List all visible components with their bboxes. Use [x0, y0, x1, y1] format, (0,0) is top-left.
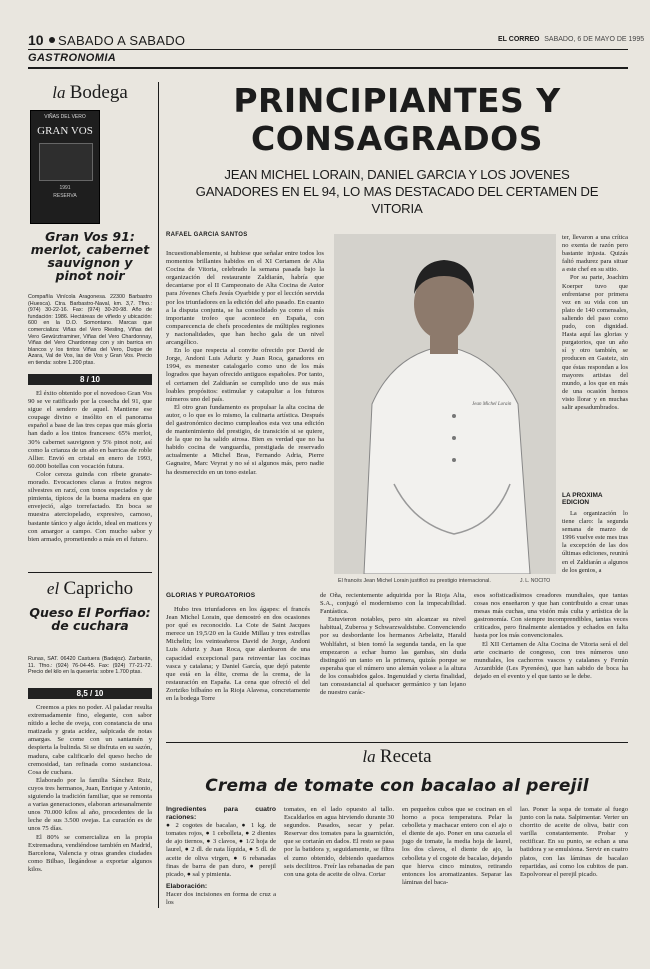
header-rule [28, 49, 628, 50]
bodega-title: la Bodega [52, 82, 128, 103]
article-column-1 [166, 250, 324, 477]
receta-column-1 [166, 806, 276, 907]
article-column-3 [320, 592, 466, 697]
newspaper-name [498, 35, 644, 43]
article-paragraph: La organización lo tiene claro: la segunda semana de marzo de 1996 vuelve este mes tras la excepción de las dos últimas ediciones, reunirá en el Zaldiarán a algunos de los genios, a [562, 510, 628, 574]
capricho-score: 8,5 / 10 [28, 688, 152, 699]
article-paragraph: ter, llevaron a una crítica no exenta de razón pero bastante injusta. Quizás faltó madurez para situar a este chef en su sitio. [562, 234, 628, 274]
wine-label-image [30, 110, 100, 224]
wine-label-type: RESERVA [53, 193, 77, 199]
receta-column-3 [402, 806, 512, 887]
receta-paragraph: lao. Poner la sopa de tomate al fuego junto con la nata. Salpimentar. Verter un chorrito de aceite de oliva, batir con varilla constantemente. Probar y rectificar. En su punto, se echan a una batidora y se emulsiona. Servir en cuatro platos, con las láminas de bacalao repartidas, así como los cubitos de pan. Espolvorear el perejil picado. [520, 806, 628, 878]
receta-paragraph: tomates, en el lado opuesto al tallo. Escaldarlos en agua hirviendo durante 30 segundos. Pasados, secar y pelar. Reservar dos tomates para la guarnición, que se cortarán en dados. El resto se pasa por la batidora y, seguidamente, se filtra el zumo obtenido, debiendo quedarnos seis decilitros. Freír las rebanadas de pan con una gota de aceite de oliva. Cortar [284, 806, 394, 878]
left-column-separator [28, 572, 152, 573]
article-title-line1: PRINCIPIANTES Y [233, 81, 561, 120]
wine-label-ornament [39, 143, 93, 181]
bodega-paragraph: El éxito obtenido por el novedoso Gran Vos 90 se ve ratificado por la cosecha del 91, que sigue el sendero de aquel. Mantiene ese coupage divino e insólito en el panorama español a base de las tres cepas que más gloria han dado a los tintos franceses: 65% merlot, 30% cabernet sauvignon y 5% pinot noir, así como la crianza de un año en barricas de roble Allier. Envió en cristal en enero de 1993, 60.000 botellas con vocación futura. [28, 390, 152, 470]
article-paragraph: El XII Certamen de Alta Cocina de Vitoria será el del arte cocinario de congreso, con tres números uno mundiales, los cachorros vascos y catalanes y Ferrán Arzaniblde (Les Pyrenées), que han sabido de boca ha dejado en el evento y el que tanto se le debe. [474, 640, 628, 680]
capricho-paragraph: Elaborado por la familia Sánchez Ruiz, cuyos tres hermanos, Juan, Enrique y Antonio, siguiendo la tradición familiar, que se remonta a varias generaciones, elaboran artesanalmente unos 70.000 kilos al año, procedentes de la leche de sus 3.500 ovejas. La curación es de unos 75 días. [28, 776, 152, 833]
capricho-paragraph: El 80% se comercializa en la propia Extremadura, vendiéndose también en Madrid, Barcelona, Valencia y otras grandes ciudades como Bilbao, llegándose a exportar algunos kilos. [28, 833, 152, 873]
chef-photo [334, 234, 556, 584]
receta-paragraph: en pequeños cubos que se cocinan en el horno a poca temperatura. Pelar la cebolleta y machacar entero con el ajo o el diente de ajo. Poner en una cazuela el jugo de tomate, la media hoja de laurel, los dos clavos, el diente de ajo, la cebolleta y el cogote de bacalao, dejando que hierva cinco minutos, retirando entonces los aromatizantes. Separar las láminas del baca- [402, 806, 512, 886]
capricho-title: el Capricho [46, 578, 134, 599]
capricho-section [28, 578, 152, 908]
receta-column-4 [520, 806, 628, 879]
capricho-body [28, 704, 152, 874]
article-paragraph: de Oña, recientemente adquirida por la Rioja Alta, S.A., conjugó el modernismo con la impecabilidad. Fantástica. [320, 592, 466, 616]
bullet-icon [49, 37, 55, 43]
article-subtitle: JEAN MICHEL LORAIN, DANIEL GARCIA Y LOS JOVENES GANADORES EN EL 94, LO MAS DESTACADO DEL CERTAMEN DE VITORIA [195, 167, 599, 216]
page-header [28, 30, 645, 70]
article-column-4 [562, 234, 628, 412]
wine-label-brand: VIÑAS DEL VERO [44, 114, 86, 120]
receta-title: la Receta [362, 746, 432, 767]
issue-date: SABADO, 6 DE MAYO DE 1995 [544, 36, 645, 43]
bodega-score: 8 / 10 [28, 374, 152, 385]
bodega-title-main: Bodega [69, 82, 128, 103]
article-paragraph: Estuvieron notables, pero sin alcanzar su nivel habitual, Zuberoa y Schwarzwaldstube. Convenciendo por su desbordante los hermanos Arbelaitz, Harald Wohlfahrt, si bien tomó la segunda tanda, en la que empezaron a echar humo las gambas, sin duda distinguió un tanto en la primera, quizás porque se esperaba que el número uno alemán volase a la altura de los consabidos galos. Ingenuidad y cierta finalidad, tan consustancial al quehacer germánico y tan lejano de nuestro carác- [320, 616, 466, 697]
article-paragraph: esos sofisticadísimos creadores mundiales, que tantas cosas nos enseñaron y que han contribuido a crear unas mesas más cuchas, una visión más culta y artística de la gastronomía. Con siempre incomprendibles, tantas veces criticados, pero finalmente alentados y echados en falta hasta por los más convencionales. [474, 592, 628, 640]
bodega-heading: Gran Vos 91: merlot, cabernet sauvignon y pinot noir [30, 229, 150, 283]
article-title-line2: CONSAGRADOS [251, 119, 543, 158]
section-name: SABADO A SABADO [58, 33, 186, 48]
bodega-info: Compañía Vinícola Aragonesa. 22300 Barbastro (Huesca). Ctra. Barbastro-Naval, km. 3,7. Tfno.: (974) 30-22-16. Fax: (974) 30-20-98. Año de fundación: 1986. Hectáreas de viñedo y ubicación: 600 en la D.O. Somontano. Marcas que comercializa: Viñas del Vero Riesling, Viñas del Vero Gewürztraminer, Viñas del Vero Chardonnay, Viñas del Vero Chardonnay con y sin barrica en blancos y los tintos Viñas del Vero, Duque de Azara, Val de Vos, las de Vos y Gran Vos. Precio en tienda: sobre 1.200 ptas. [28, 294, 152, 366]
photo-credit: J. L. NOCITO [520, 578, 551, 584]
article-paragraph: Incuestionablemente, si hubiese que señalar entre todos los momentos brillantes habidos en el XI Certamen de Alta Cocina de Vitoria, celebrado la semana pasada bajo la organización del restaurante Zaldiarán, habría que decantarse por el II Campeonato de Alta Cocina de Autor para Jóvenes Chefs Jesús Oyarbide y por el lección servida por los triunfadores en la edición del año pasado. En cuanto a la disputa conjunta, se ha consolidado ya como el más importante trofeo que acontece en España, con comparecencia de chefs procedentes de múltiples regiones y nacionalidades, que han hecho gala de un nivel arcangélico. [166, 250, 324, 347]
ingredients-heading: Ingredientes para cuatro raciones: [166, 806, 276, 822]
photo-caption: El francés Jean Michel Lorain justificó su prestigio internacional. [338, 578, 491, 584]
article-paragraph: En lo que respecta al convite ofrecido por David de Jorge, Andoni Luis Aduriz y Juan Roca, ganadores en 1994, es menester catalogarlo como uno de los más logrados que hayan ofrecido antiguos españoles. Por tanto, el certamen del Zaldiarán se cumplido uno de sus más loables propósitos: estimular y catapultar a los futuros números uno del país. [166, 347, 324, 403]
elaboration-text: Hacer dos incisiones en forma de cruz a los [166, 890, 276, 907]
subsection-name: GASTRONOMIA [28, 52, 117, 64]
article-paragraph: El otro gran fundamento es propulsar la alta cocina de autor, o lo que es lo mismo, la culinaria artística. Después del gastronómico decimo cumpleaños esta vez una edición de mantenimiento del prestigio, de transición si se quiere, de la que no ha salido airosa. Bien es verdad que no ha habido cocina de vanguardia, prestigiada de reservado actualmente a Michel Bras, Fernando Adria, Pierre Gagnaire, Marc Veyrat y no sé si algunos más, pero nadie ha desmerecido en un tono estelar. [166, 403, 324, 476]
vertical-column-rule [158, 82, 159, 908]
wine-label-name: GRAN VOS [37, 125, 93, 137]
bodega-body [28, 390, 152, 544]
chef-portrait-image [334, 234, 556, 574]
article-subheading-next-edition: LA PROXIMA EDICION [562, 492, 603, 506]
page-number: 10 [28, 32, 44, 48]
receta-top-rule [166, 742, 628, 743]
article-column-lower-right [474, 592, 628, 681]
elaboration-heading: Elaboración: [166, 882, 208, 890]
receta-title-main: Receta [379, 746, 432, 767]
article-column-4b [562, 510, 628, 575]
capricho-heading: Queso El Porfiao: de cuchara [29, 605, 151, 633]
capricho-paragraph: Creemos a pies no poder. Al paladar resulta extremadamente fino, elegante, con sabor nítido a leche de oveja, con constancia de una matizada y grata acidez, salpicada de notas amargas. Se come con un santamén y despierta la bulinda. Si se disfruta en su sazón, madura, cabe calificarlo del queso hecho de cremosidad, tan refinada como sustanciosa. Cosa de cuchara. [28, 704, 152, 776]
article-paragraph: Hubo tres triunfadores en los ágapes: el francés Jean Michel Lorain, que demostró en dos ocasiones por qué es reconocido. La Cote de Saint Jacques merece un 19,5/20 en la Guide Millau y tres estrellas Michelin; los veinteañeros David de Jorge, Andoni Luis Aduriz y Juan Roca, que alardearon de una capacidad excepcional para reinventar las cocinas vasca y catalana; y Daniel García, que dejó patente que está en la élite, crema de la crema, de la restauración en España. La cena que ofreció el del Zortziko bilbaíno en la Rioja Alavesa, concretamente en la bodega Torre [166, 606, 310, 703]
chef-name-embroidery: Jean Michel Lorain [472, 402, 512, 407]
receta-column-2 [284, 806, 394, 879]
bodega-section [28, 82, 152, 572]
receta-heading: Crema de tomate con bacalao al perejil [205, 776, 589, 796]
glorias-heading: GLORIAS Y PURGATORIOS [166, 592, 256, 599]
bodega-paragraph: Color cereza guinda con ribete granate-morado. Evocaciones claras a frutos negros silvestres en rarzí, con tonos especiados y de pimienta, típicos de la buena madera en que envejeció, algo torrefactado. En boca se muestra aterciopelado, expresivo, carnoso, bastante tánico y algo ácido, ideal en matices y con amargor a campo. Con mucho sabor y bien armado, prometiendo a más en el futuro. [28, 470, 152, 543]
ingredients-list: ● 2 cogotes de bacalao, ● 1 kg. de tomates rojos, ● 1 cebolleta, ● 2 dientes de ajo tiernos, ● 3 clavos, ● 1/2 hoja de laurel, ● 2 dl. de nata líquida, ● 5 dl. de aceite de oliva virgen, ● 6 rebanadas finas de barra de pan duro, ● perejil picado, ● sal y pimienta. [166, 822, 276, 878]
capricho-info: Runas, SAT. 06420 Castuera (Badajoz). Zarbarán, 11. Tfno.: (924) 76-04-45. Fax: (924) 77-21-72. Precio del kilo en la quesería: sobre 1.700 ptas. [28, 656, 152, 676]
wine-label-year: 1991 [59, 185, 71, 191]
capricho-title-main: Capricho [63, 578, 134, 599]
article-column-2 [166, 606, 310, 703]
article-byline: RAFAEL GARCIA SANTOS [166, 232, 248, 238]
paper-name: EL CORREO [498, 36, 540, 43]
article-paragraph: Por su parte, Joachim Koerper tuvo que enfrentarse por primera vez en su vida con un plato de 140 comensales, saliendo del paso como pudo, con dignidad. Hasta aquí las glorias y purgatorios, que un año sí y otro también, se producen en Gasteiz, sin que éstas respondan a los mayores artistas del mundo, a los que en más de una ocasión hemos visto llorar y en muchas salir apesadumbrados. [562, 274, 628, 411]
main-article [166, 81, 628, 584]
header-rule-bottom [28, 67, 628, 69]
